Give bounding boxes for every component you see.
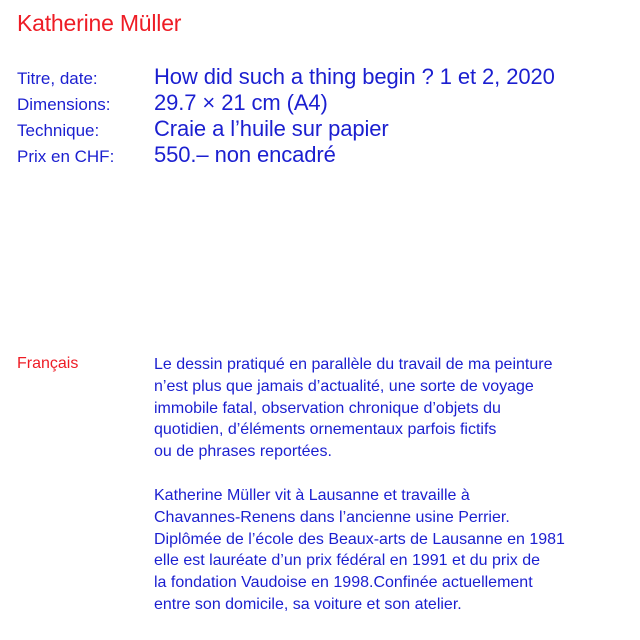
dimensions-value: 29.7 × 21 cm (A4) xyxy=(154,90,328,115)
artist-name: Katherine Müller xyxy=(17,10,182,36)
artist-biography: Katherine Müller vit à Lausanne et travaille à Chavannes-Renens dans l’ancienne usine Perrier. Diplômée de l’école des Beaux-arts de Lausanne en 1981 elle est lauréate d’un prix fédéral en 1991 et du prix de la fondation Vaudoise en 1998.Confinée actuellement entre son domicile, sa voiture et son atelier. xyxy=(154,487,565,613)
technique-label: Technique: xyxy=(17,121,100,140)
dimensions-label: Dimensions: xyxy=(17,95,111,114)
language-label: Français xyxy=(17,355,79,372)
detail-row-dimensions xyxy=(0,90,640,116)
detail-row-title xyxy=(0,64,640,90)
detail-row-technique xyxy=(0,116,640,142)
technique-value: Craie a l’huile sur papier xyxy=(154,116,389,141)
title-label: Titre, date: xyxy=(17,69,98,88)
price-label: Prix en CHF: xyxy=(17,147,115,166)
artwork-description: Le dessin pratiqué en parallèle du travail de ma peinture n’est plus que jamais d’actualité, une sorte de voyage immobile fatal, observation chronique d’objets du quotidien, d’éléments ornementaux parfois fictifs ou de phrases reportées. xyxy=(154,356,553,461)
detail-row-price xyxy=(0,142,640,168)
title-value: How did such a thing begin ? 1 et 2, 2020 xyxy=(154,64,555,89)
price-value: 550.– non encadré xyxy=(154,142,336,167)
